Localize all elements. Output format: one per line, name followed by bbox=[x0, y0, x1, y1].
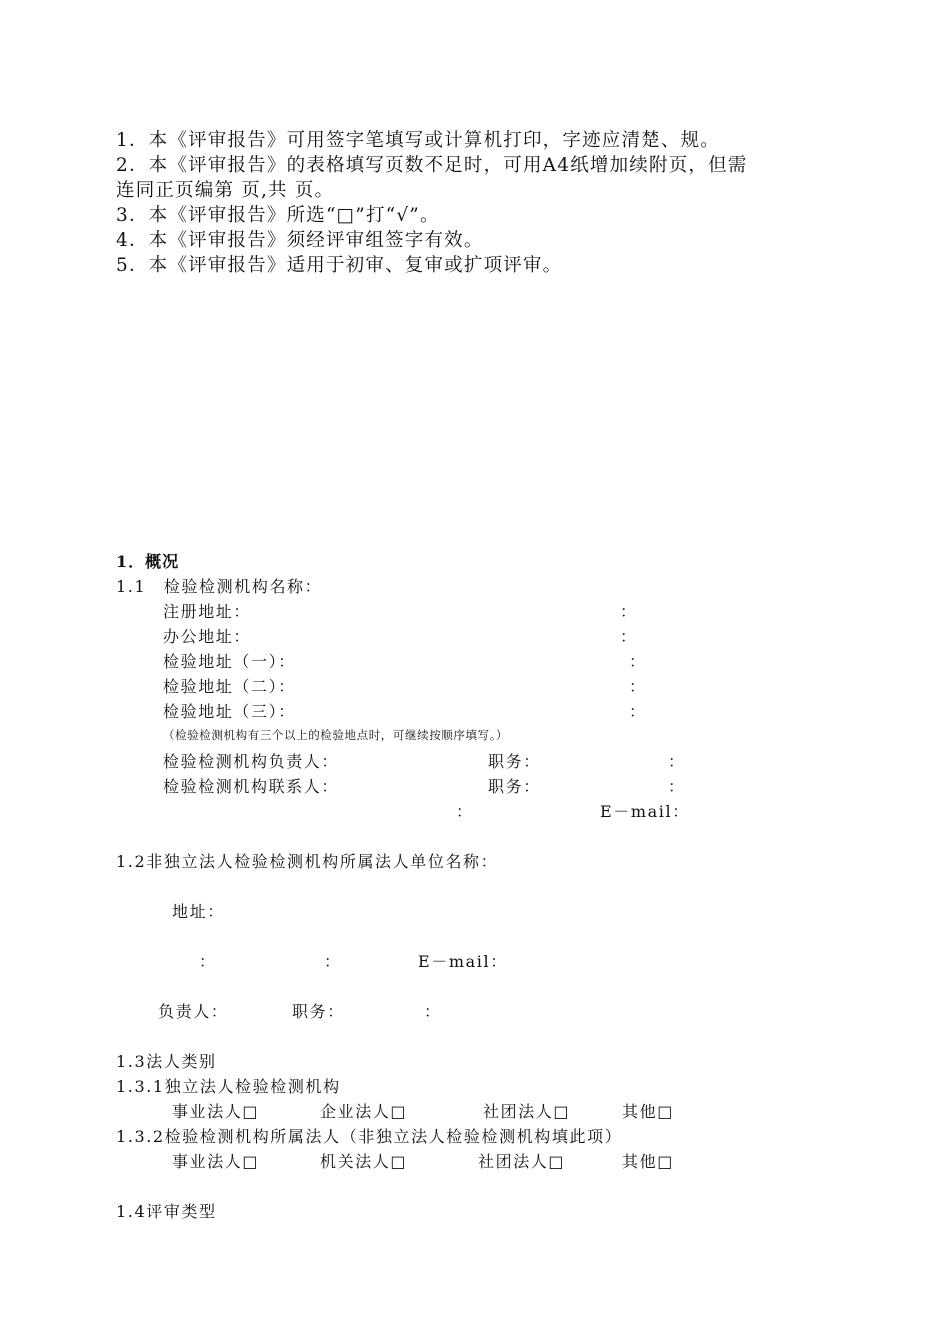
test-address-3-colon: ： bbox=[629, 702, 647, 721]
independent-option-other[interactable]: 其他□ bbox=[622, 1102, 674, 1121]
independent-option-social-organization[interactable]: 社团法人□ bbox=[483, 1102, 571, 1121]
parent-entity-name-label: 1.2非独立法人检验检测机构所属法人单位名称： bbox=[116, 852, 499, 871]
note-2: 2．本《评审报告》的表格填写页数不足时，可用A4纸增加续附页，但需 bbox=[116, 155, 748, 176]
parent-entity-position-label: 职务： bbox=[292, 1002, 345, 1021]
institution-contact-position-label: 职务： bbox=[488, 777, 541, 796]
parent-entity-email-label: E－mail： bbox=[418, 952, 508, 971]
affiliated-option-public-institution[interactable]: 事业法人□ bbox=[172, 1152, 260, 1171]
note-2-continued: 连同正页编第 页,共 页。 bbox=[116, 180, 335, 201]
note-5: 5．本《评审报告》适用于初审、复审或扩项评审。 bbox=[116, 255, 563, 276]
test-address-note: （检验检测机构有三个以上的检验地点时，可继续按顺序填写。） bbox=[163, 728, 509, 742]
institution-head-position-label: 职务： bbox=[488, 752, 541, 771]
affiliated-entity-label: 1.3.2检验检测机构所属法人（非独立法人检验检测机构填此项） bbox=[116, 1127, 623, 1146]
note-4: 4．本《评审报告》须经评审组签字有效。 bbox=[116, 230, 484, 251]
registered-address-label: 注册地址： bbox=[163, 602, 252, 621]
affiliated-option-government-agency[interactable]: 机关法人□ bbox=[320, 1152, 408, 1171]
test-address-2-label: 检验地址（二）： bbox=[163, 677, 296, 696]
institution-email-label: E－mail： bbox=[600, 802, 690, 821]
institution-phone-colon: ： bbox=[456, 802, 474, 821]
institution-head-colon: ： bbox=[668, 752, 686, 771]
office-address-colon: ： bbox=[620, 627, 638, 646]
parent-entity-colon-3: ： bbox=[424, 1002, 442, 1021]
note-3: 3．本《评审报告》所选“□”打“√”。 bbox=[116, 205, 440, 226]
parent-entity-head-label: 负责人： bbox=[158, 1002, 229, 1021]
independent-entity-label: 1.3.1独立法人检验检测机构 bbox=[116, 1077, 341, 1096]
note-1: 1．本《评审报告》可用签字笔填写或计算机打印，字迹应清楚、规。 bbox=[116, 130, 720, 151]
parent-entity-colon-1: ： bbox=[199, 952, 217, 971]
institution-head-label: 检验检测机构负责人： bbox=[163, 752, 340, 771]
test-address-1-colon: ： bbox=[629, 652, 647, 671]
test-address-1-label: 检验地址（一）： bbox=[163, 652, 296, 671]
parent-entity-colon-2: ： bbox=[324, 952, 342, 971]
registered-address-colon: ： bbox=[620, 602, 638, 621]
affiliated-option-other[interactable]: 其他□ bbox=[622, 1152, 674, 1171]
affiliated-option-social-organization[interactable]: 社团法人□ bbox=[478, 1152, 566, 1171]
test-address-3-label: 检验地址（三）： bbox=[163, 702, 296, 721]
review-type-label: 1.4评审类型 bbox=[116, 1202, 217, 1221]
institution-contact-colon: ： bbox=[668, 777, 686, 796]
independent-option-public-institution[interactable]: 事业法人□ bbox=[172, 1102, 260, 1121]
independent-option-enterprise[interactable]: 企业法人□ bbox=[320, 1102, 408, 1121]
institution-name-label: 1.1 检验检测机构名称： bbox=[116, 577, 323, 596]
office-address-label: 办公地址： bbox=[163, 627, 252, 646]
parent-entity-address-label: 地址： bbox=[172, 902, 225, 921]
test-address-2-colon: ： bbox=[629, 677, 647, 696]
section-1-title: 1．概况 bbox=[116, 552, 180, 571]
institution-contact-label: 检验检测机构联系人： bbox=[163, 777, 340, 796]
legal-entity-type-label: 1.3法人类别 bbox=[116, 1052, 217, 1071]
